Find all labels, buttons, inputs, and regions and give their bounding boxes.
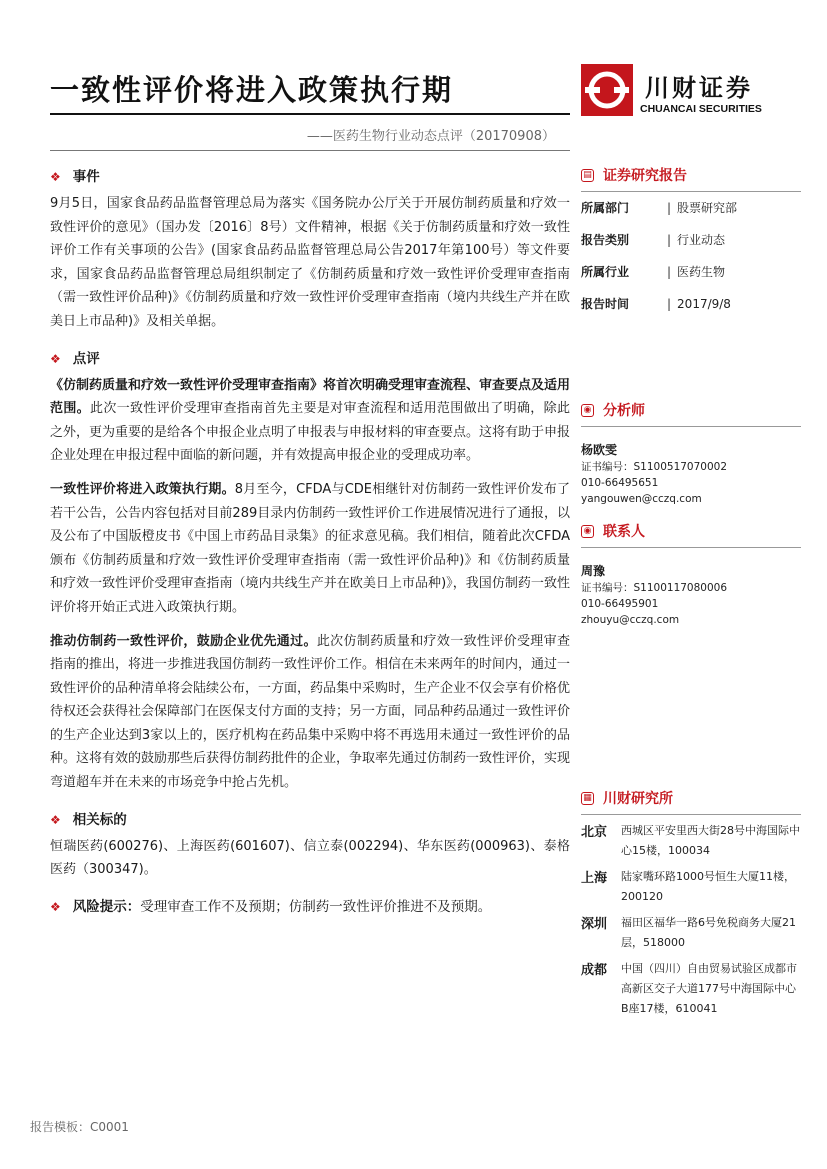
- office-shanghai: 上海 陆家嘴环路1000号恒生大厦11楼，200120: [581, 870, 795, 903]
- sidebar: [581, 165, 801, 1019]
- main-content: [50, 162, 570, 922]
- review-paragraph-1: 《仿制药质量和疗效一致性评价受理审查指南》将首次明确受理审查流程、审查要点及适用范围。此次一致性评价受理审查指南首先主要是对审查流程和适用范围做出了明确，除此之外，更为重要的是给各个申报企业点明了申报表与申报材料的审查要点。这将有助于申报企业处理在申报过程中面临的新问题，并有效提高申报企业的受理成功率。: [50, 377, 571, 464]
- diamond-bullet-icon: ❖: [50, 899, 61, 914]
- info-row: 所属部门| 股票研究部: [581, 192, 801, 224]
- company-logo: [581, 64, 781, 120]
- analyst-cert: 证书编号：S1100517070002: [581, 461, 728, 473]
- divider: [581, 814, 801, 815]
- divider: [581, 426, 801, 427]
- diamond-bullet-icon: ❖: [50, 170, 61, 184]
- office-beijing: 北京 西城区平安里西大街28号中海国际中心15楼，100034: [581, 824, 800, 857]
- title-rule: [50, 113, 570, 115]
- info-row: 报告类别| 行业动态: [581, 224, 801, 256]
- info-row: 报告时间| 2017/9/8: [581, 288, 801, 320]
- divider: [581, 547, 801, 548]
- person-icon: ◉: [581, 525, 594, 538]
- contact-name: 周豫: [581, 564, 606, 578]
- logo-name-cn: 川财证券: [645, 74, 753, 102]
- report-type-heading: ▤ 证券研究报告: [581, 165, 801, 187]
- review-heading: ❖ 点评: [50, 350, 100, 367]
- diamond-bullet-icon: ❖: [50, 351, 61, 366]
- contact-email[interactable]: zhouyu@cczq.com: [581, 614, 680, 626]
- analyst-heading: ◉ 分析师: [581, 400, 801, 422]
- report-subtitle: ——医药生物行业动态点评（20170908）: [306, 129, 555, 144]
- report-title: 一致性评价将进入政策执行期: [50, 73, 454, 107]
- template-code: 报告模板：C0001: [30, 1120, 129, 1134]
- contact-cert: 证书编号：S1100117080006: [581, 582, 728, 594]
- targets-paragraph: 恒瑞医药(600276)、上海医药(601607)、信立泰(002294)、华东医药(000963)、泰格医药（300347)。: [50, 838, 570, 878]
- event-paragraph: 9月5日，国家食品药品监督管理总局为落实《国务院办公厅关于开展仿制药质量和疗效一致性评价的意见》（国办发〔2016〕8号）文件精神，根据《关于仿制药质量和疗效一致性评价工作有关事项的公告》(国家食品药品监督管理总局公告2017年第100号）等文件要求，国家食品药品监督管理总局组织制定了《仿制药质量和疗效一致性评价受理审查指南（需一致性评价品种)》《仿制药质量和疗效一致性评价受理审查指南（境内共线生产并在欧美日上市品种)》及相关单据。: [50, 196, 570, 329]
- logo-mark-icon: [581, 64, 633, 116]
- analyst-name: 杨欧雯: [581, 443, 618, 457]
- subtitle-rule: [50, 150, 570, 151]
- review-paragraph-2: 一致性评价将进入政策执行期。8月至今，CFDA与CDE相继针对仿制药一致性评价发布了若干公告，公告内容包括对目前289目录内仿制药一致性评价工作进展情况进行了通报，以及公布了中国版橙皮书《中国上市药品目录集》的征求意见稿。我们相信，随着此次CFDA颁布《仿制药质量和疗效一致性评价受理审查指南（需一致性评价品种)》和《仿制药质量和疗效一致性评价受理审查指南（境内共线生产并在欧美日上市品种)》，我国仿制药一致性评价将开始正式进入政策执行期。: [50, 481, 570, 615]
- analyst-email[interactable]: yangouwen@cczq.com: [581, 493, 702, 505]
- report-info-list: [581, 192, 801, 320]
- person-icon: ◉: [581, 404, 594, 417]
- review-paragraph-3: 推动仿制药一致性评价，鼓励企业优先通过。此次仿制药质量和疗效一致性评价受理审查指南的推出，将进一步推进我国仿制药一致性评价工作。相信在未来两年的时间内，通过一致性评价的品种清单将会陆续公布，一方面，药品集中采购时，生产企业不仅会享有价格优待权还会获得社会保障部门在医保支付方面的支持；另一方面，同品种药品通过一致性评价的生产企业达到3家以上的，医疗机构在药品集中采购中将不再选用未通过一致性评价的品种。这将有效的鼓励那些后获得仿制药批件的企业，争取率先通过仿制药一致性评价，实现弯道超车并在未来的市场竞争中抢占先机。: [50, 633, 571, 791]
- contact-heading: ◉ 联系人: [581, 521, 801, 543]
- building-icon: ▦: [581, 792, 594, 805]
- analyst-phone: 010-66495651: [581, 477, 659, 489]
- office-shenzhen: 深圳 福田区福华一路6号免税商务大厦21层，518000: [581, 916, 796, 949]
- contact-phone: 010-66495901: [581, 598, 659, 610]
- research-heading: ▦ 川财研究所: [581, 788, 801, 810]
- logo-name-en: CHUANCAI SECURITIES: [640, 103, 762, 115]
- report-icon: ▤: [581, 169, 594, 182]
- office-chengdu: 成都 中国（四川）自由贸易试验区成都市高新区交子大道177号中海国际中心B座17楼，610041: [581, 962, 797, 1015]
- targets-heading: ❖ 相关标的: [50, 811, 127, 828]
- info-row: 所属行业| 医药生物: [581, 256, 801, 288]
- risk-line: ❖ 风险提示：受理审查工作不及预期；仿制药一致性评价推进不及预期。: [50, 898, 492, 915]
- event-heading: ❖ 事件: [50, 169, 100, 185]
- diamond-bullet-icon: ❖: [50, 812, 61, 827]
